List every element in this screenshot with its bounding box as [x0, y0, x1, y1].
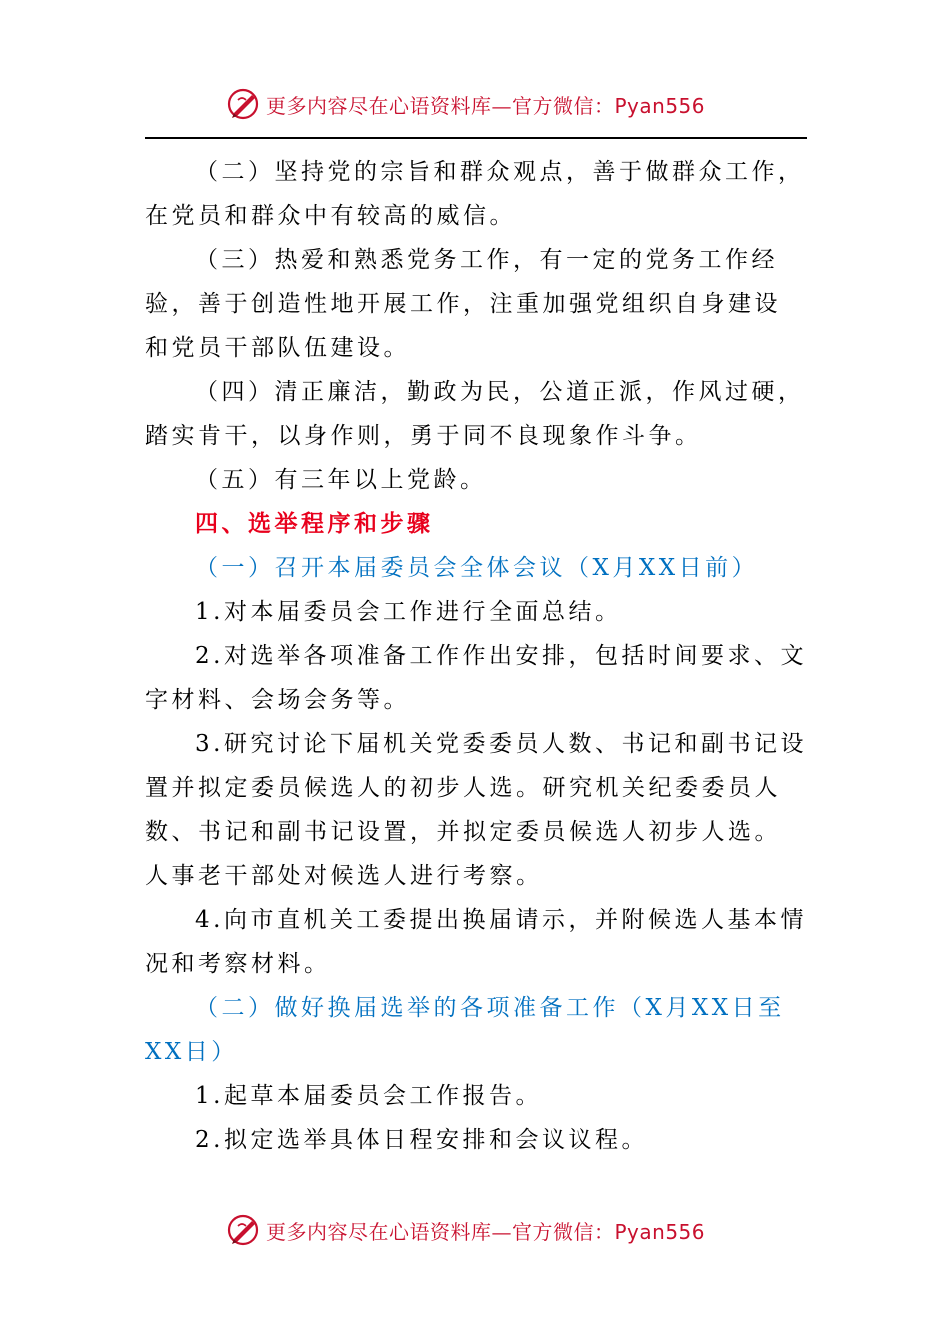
list-item-4: 4.向市直机关工委提出换届请示，并附候选人基本情况和考察材料。	[145, 907, 807, 977]
list-item-1: 1.对本届委员会工作进行全面总结。	[195, 599, 622, 625]
list-item-3: 3.研究讨论下届机关党委委员人数、书记和副书记设置并拟定委员候选人的初步人选。研究机关纪委委员人数、书记和副书记设置，并拟定委员候选人初步人选。人事老干部处对候选人进行考察。	[145, 731, 807, 889]
list-item-5: 1.起草本届委员会工作报告。	[195, 1083, 542, 1109]
header-divider	[145, 137, 807, 139]
section-heading-4: 四、选举程序和步骤	[195, 510, 434, 537]
subheading-step-1: （一）召开本届委员会全体会议（X月XX日前）	[195, 555, 759, 581]
header-banner	[0, 84, 950, 124]
footer-banner	[0, 1210, 950, 1250]
pen-logo-icon	[226, 1212, 262, 1248]
paragraph-requirement-5: （五）有三年以上党龄。	[195, 467, 487, 493]
paragraph-requirement-4: （四）清正廉洁，勤政为民，公道正派，作风过硬，踏实肯干，以身作则，勇于同不良现象作斗争。	[145, 379, 805, 449]
list-item-2: 2.对选举各项准备工作作出安排，包括时间要求、文字材料、会场会务等。	[145, 643, 807, 713]
subheading-step-2: （二）做好换届选举的各项准备工作（X月XX日至XX日）	[145, 995, 785, 1065]
document-body	[145, 150, 807, 1162]
banner-text: 更多内容尽在心语资料库—官方微信：Pyan556	[266, 93, 706, 118]
banner-text: 更多内容尽在心语资料库—官方微信：Pyan556	[266, 1219, 706, 1244]
paragraph-requirement-2: （二）坚持党的宗旨和群众观点，善于做群众工作，在党员和群众中有较高的威信。	[145, 159, 805, 229]
pen-logo-icon	[226, 86, 262, 122]
list-item-6: 2.拟定选举具体日程安排和会议议程。	[195, 1127, 648, 1153]
paragraph-requirement-3: （三）热爱和熟悉党务工作，有一定的党务工作经验，善于创造性地开展工作，注重加强党组织自身建设和党员干部队伍建设。	[145, 247, 781, 361]
